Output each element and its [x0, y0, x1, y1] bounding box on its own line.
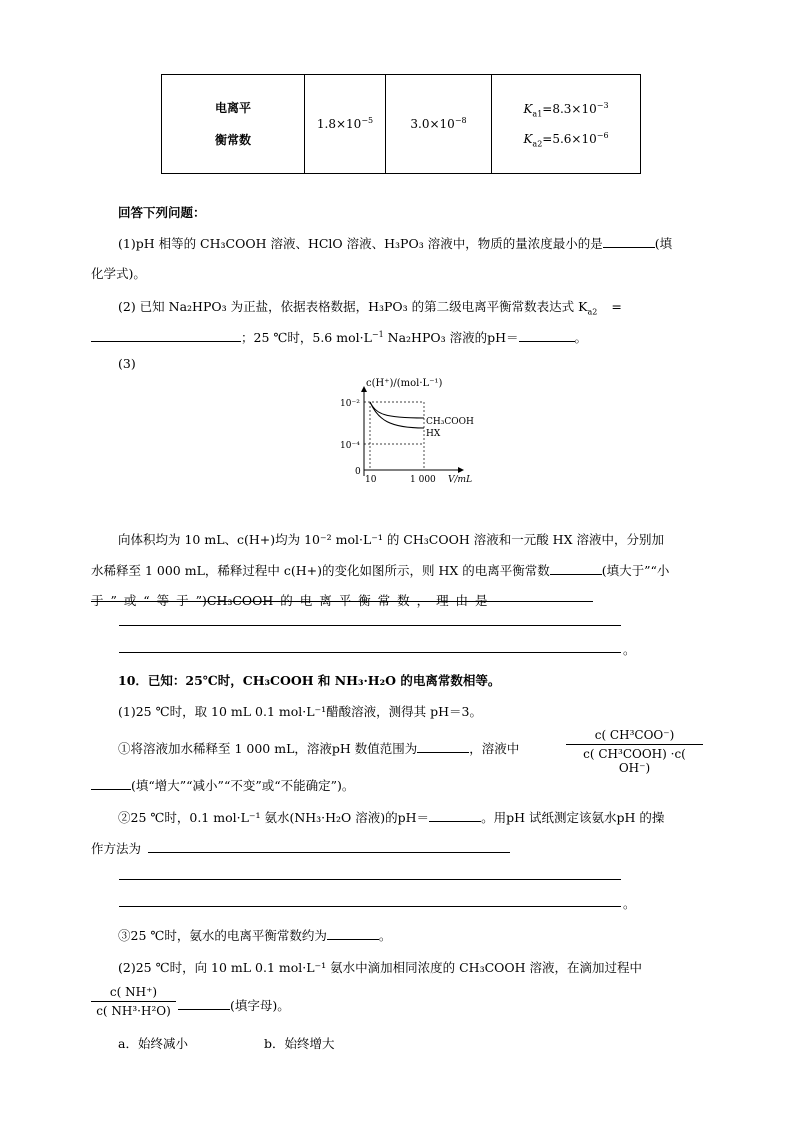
q10-s1-line1: ①将溶液加水稀释至 1 000 mL，溶液pH 数值范围为 ，溶液中: [118, 741, 520, 756]
cell-h3po3: $K_{a1}=8.3\times 10^{-3}$ $K_{a2}=5.6\times 10^{-6}$: [492, 75, 641, 174]
table-row-label: [162, 75, 305, 174]
q9-p3-line3: 于 ” 或 “ 等 于 ”)CH₃COOH 的 电 离 平 衡 常 数 ， 理 由 是: [91, 593, 488, 608]
q9-p3-line2: 水稀释至 1 000 mL，稀释过程中 c(H+)的变化如图所示，则 HX 的电离平衡常数 (填大于”“小: [91, 563, 670, 578]
q10-title: 10．已知：25℃时，CH₃COOH 和 NH₃·H₂O 的电离常数相等。: [118, 673, 501, 688]
option-a[interactable]: a．始终减小: [118, 1036, 188, 1051]
q9-p1-line1: (1)pH 相等的 CH₃COOH 溶液、HClO 溶液、H₃PO₃ 溶液中，物质的量浓度最小的是 (填: [118, 236, 673, 251]
q10-p2-line2: (填字母)。: [178, 996, 290, 1014]
q9-p3-label: (3): [118, 356, 136, 371]
q10-p1: (1)25 ℃时，取 10 mL 0.1 mol·L⁻¹醋酸溶液，测得其 pH＝3。: [118, 704, 482, 719]
q9-p1-line2: 化学式)。: [91, 266, 146, 281]
answer-line[interactable]: [148, 852, 510, 853]
cell-hclo: $3.0\times 10^{-8}$: [386, 75, 492, 174]
q9-p3-line1: 向体积均为 10 mL、c(H+)均为 10⁻² mol·L⁻¹ 的 CH₃COOH 溶液和一元酸 HX 溶液中，分别加: [118, 532, 664, 547]
option-b[interactable]: b．始终增大: [264, 1036, 335, 1051]
q10-p2-line1: (2)25 ℃时，向 10 mL 0.1 mol·L⁻¹ 氨水中滴加相同浓度的 CH₃COOH 溶液，在滴加过程中: [118, 960, 643, 975]
fraction-acetate: c( CH³COO⁻) c( CH³COOH) ·c( OH⁻): [566, 728, 703, 775]
answer-blank[interactable]: [91, 329, 241, 342]
q9-intro: 回答下列问题：: [118, 205, 206, 220]
answer-line[interactable]: [119, 652, 621, 653]
x-tick-label: 1 000: [410, 475, 436, 485]
series-line-hx: [370, 402, 424, 428]
series-line-ch3cooh: [370, 402, 424, 418]
x-axis-arrow: [458, 467, 464, 473]
answer-blank[interactable]: [519, 329, 575, 342]
x-tick-label: 10: [365, 475, 377, 485]
q10-s2-line2: 作方法为: [91, 841, 142, 856]
answer-line[interactable]: [119, 625, 621, 626]
y-tick-label: 10⁻⁴: [340, 441, 360, 451]
chart-xlabel: V/mL: [448, 475, 473, 485]
q9-p2-line1: (2) 已知 Na₂HPO₃ 为正盐，依据表格数据，H₃PO₃ 的第二级电离平衡常数表达式 $K_{a2}$ =: [118, 299, 622, 317]
q10-s2-line1: ②25 ℃时，0.1 mol·L⁻¹ 氨水(NH₃·H₂O 溶液)的pH＝ 。用pH 试纸测定该氨水pH 的操: [118, 810, 665, 825]
row-label-line2: 衡常数: [214, 133, 251, 147]
y-tick-label: 0: [355, 467, 361, 477]
answer-blank[interactable]: [327, 927, 379, 940]
answer-blank[interactable]: [91, 777, 131, 790]
y-tick-label: 10⁻²: [340, 399, 360, 409]
ionization-constant-table: [161, 74, 641, 174]
q10-s1-line2: (填“增大”“减小”“不变”或“不能确定”)。: [91, 776, 354, 794]
answer-blank[interactable]: [550, 562, 602, 575]
answer-blank[interactable]: [429, 809, 481, 822]
legend-ch3cooh: CH₃COOH: [426, 417, 474, 427]
answer-blank[interactable]: [603, 235, 655, 248]
answer-line[interactable]: [91, 601, 593, 602]
fraction-ammonium: $\frac{c( NH^+)}{\text{c( NH³·H²O)}}$: [91, 985, 176, 1018]
answer-line[interactable]: [119, 879, 621, 880]
cell-ch3cooh: $1.8\times 10^{-5}$: [305, 75, 386, 174]
row-label-line1: 电离平: [214, 101, 251, 115]
end-mark: 。: [623, 896, 636, 911]
legend-hx: HX: [426, 429, 441, 439]
answer-blank[interactable]: [178, 997, 230, 1010]
end-mark: 。: [623, 642, 636, 657]
answer-line[interactable]: [119, 906, 621, 907]
answer-blank[interactable]: [417, 740, 469, 753]
dilution-chart: [330, 374, 490, 488]
q9-p2-line2: ；25 ℃时，5.6 $mol\cdot L^{-1}$ Na₂HPO₃ 溶液的pH＝ 。: [91, 328, 587, 346]
q10-s3: ③25 ℃时，氨水的电离平衡常数约为 。: [118, 928, 392, 943]
chart-ylabel: c(H⁺)/(mol·L⁻¹): [366, 378, 443, 389]
